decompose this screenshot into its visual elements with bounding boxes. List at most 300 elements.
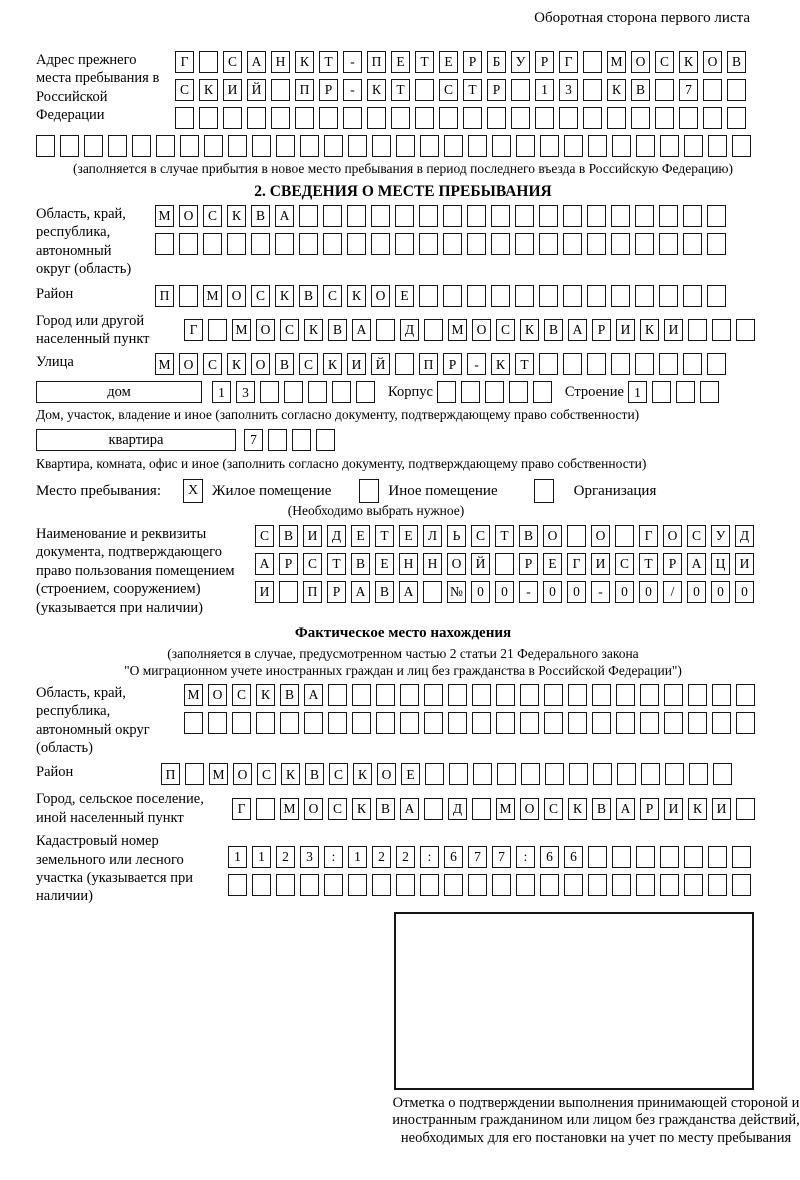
raion-label: Район xyxy=(36,285,74,302)
dom-box: дом xyxy=(36,381,202,403)
char-cell xyxy=(468,135,487,157)
char-cell: У xyxy=(711,525,730,547)
char-cell xyxy=(395,353,414,375)
char-cell: 7 xyxy=(468,846,487,868)
char-cell: О xyxy=(371,285,390,307)
char-cell: Т xyxy=(391,79,410,101)
char-cell xyxy=(615,525,634,547)
char-cell xyxy=(544,684,563,706)
char-cell: А xyxy=(275,205,294,227)
char-cell: 2 xyxy=(396,846,415,868)
char-cell: С xyxy=(203,353,222,375)
char-cell: О xyxy=(251,353,270,375)
kadastr-row-1 xyxy=(228,846,756,868)
char-cell: Т xyxy=(415,51,434,73)
char-cell xyxy=(564,135,583,157)
char-cell xyxy=(511,79,530,101)
char-cell: В xyxy=(280,684,299,706)
char-cell xyxy=(444,874,463,896)
char-cell xyxy=(400,712,419,734)
char-cell: Р xyxy=(663,553,682,575)
char-cell: 0 xyxy=(543,581,562,603)
char-cell: К xyxy=(491,353,510,375)
char-cell xyxy=(275,233,294,255)
char-cell: К xyxy=(607,79,626,101)
char-cell xyxy=(569,763,588,785)
char-cell xyxy=(208,319,227,341)
ulitsa-label: Улица xyxy=(36,354,74,371)
char-cell: Н xyxy=(399,553,418,575)
char-cell xyxy=(271,79,290,101)
char-cell: К xyxy=(367,79,386,101)
char-cell xyxy=(324,874,343,896)
char-cell xyxy=(228,135,247,157)
char-cell xyxy=(611,205,630,227)
char-cell: С xyxy=(280,319,299,341)
char-cell: К xyxy=(256,684,275,706)
char-cell xyxy=(84,135,103,157)
char-cell xyxy=(700,381,719,403)
char-cell: С xyxy=(544,798,563,820)
char-cell xyxy=(563,205,582,227)
char-cell xyxy=(491,205,510,227)
doc-row-3 xyxy=(255,581,759,603)
stamp-note: Отметка о подтверждении выполнения принимающей стороной и иностранным гражданином или лицом без гражданства действий, необходимых для его постановки на учет по месту пребывания xyxy=(392,1094,800,1147)
char-cell: Е xyxy=(391,51,410,73)
char-cell: Т xyxy=(639,553,658,575)
char-cell xyxy=(587,353,606,375)
char-cell xyxy=(635,205,654,227)
char-cell xyxy=(683,205,702,227)
kvartira-box: квартира xyxy=(36,429,236,451)
char-cell xyxy=(635,353,654,375)
prev-address-label: Адрес прежнего места пребывания в Российской Федерации xyxy=(36,52,160,124)
char-cell xyxy=(563,353,582,375)
raion-block xyxy=(36,285,770,307)
char-cell xyxy=(492,874,511,896)
char-cell xyxy=(199,107,218,129)
char-cell xyxy=(347,205,366,227)
char-cell xyxy=(304,712,323,734)
stroenie-cells xyxy=(628,381,724,403)
char-cell: 7 xyxy=(679,79,698,101)
kvartira-note: Квартира, комната, офис и иное (заполнить согласно документу, подтверждающему право собственности) xyxy=(36,456,647,472)
char-cell xyxy=(228,874,247,896)
char-cell xyxy=(36,135,55,157)
char-cell: Р xyxy=(535,51,554,73)
char-cell xyxy=(472,712,491,734)
char-cell xyxy=(588,874,607,896)
char-cell xyxy=(539,205,558,227)
char-cell xyxy=(703,107,722,129)
char-cell xyxy=(708,874,727,896)
char-cell: Т xyxy=(463,79,482,101)
char-cell: И xyxy=(712,798,731,820)
char-cell xyxy=(232,712,251,734)
mesto-block xyxy=(36,479,770,503)
char-cell: О xyxy=(447,553,466,575)
char-cell: 2 xyxy=(372,846,391,868)
char-cell xyxy=(324,135,343,157)
char-cell: Д xyxy=(735,525,754,547)
prev-address-block xyxy=(36,51,770,129)
char-cell xyxy=(636,874,655,896)
char-cell xyxy=(635,233,654,255)
prev-address-row-1 xyxy=(175,51,751,73)
char-cell xyxy=(423,581,442,603)
char-cell xyxy=(515,285,534,307)
char-cell: Е xyxy=(399,525,418,547)
char-cell: Т xyxy=(327,553,346,575)
char-cell xyxy=(439,107,458,129)
char-cell xyxy=(707,205,726,227)
char-cell: Д xyxy=(448,798,467,820)
char-cell xyxy=(544,712,563,734)
char-cell xyxy=(563,285,582,307)
char-cell xyxy=(299,233,318,255)
char-cell xyxy=(424,798,443,820)
char-cell xyxy=(587,233,606,255)
char-cell xyxy=(659,353,678,375)
char-cell xyxy=(568,712,587,734)
char-cell xyxy=(108,135,127,157)
char-cell: 0 xyxy=(711,581,730,603)
char-cell: О xyxy=(663,525,682,547)
char-cell: О xyxy=(208,684,227,706)
char-cell: В xyxy=(376,798,395,820)
char-cell xyxy=(539,353,558,375)
char-cell: Р xyxy=(279,553,298,575)
checkbox-org xyxy=(534,479,554,503)
char-cell xyxy=(448,684,467,706)
char-cell xyxy=(496,684,515,706)
char-cell xyxy=(587,205,606,227)
char-cell: П xyxy=(303,581,322,603)
char-cell: П xyxy=(419,353,438,375)
char-cell xyxy=(420,135,439,157)
char-cell xyxy=(539,285,558,307)
char-cell: 7 xyxy=(492,846,511,868)
char-cell: Ц xyxy=(711,553,730,575)
char-cell: - xyxy=(467,353,486,375)
kadastr-label: Кадастровый номер земельного или лесного участка (указывается при наличии) xyxy=(36,833,193,905)
char-cell xyxy=(736,319,755,341)
char-cell xyxy=(640,684,659,706)
dom-cells xyxy=(212,381,380,403)
char-cell xyxy=(472,684,491,706)
char-cell: В xyxy=(251,205,270,227)
gorod-label: Город или другой населенный пункт xyxy=(36,312,150,347)
char-cell: Ь xyxy=(447,525,466,547)
char-cell xyxy=(495,553,514,575)
char-cell xyxy=(713,763,732,785)
char-cell: 6 xyxy=(444,846,463,868)
char-cell: В xyxy=(519,525,538,547)
char-cell: С xyxy=(203,205,222,227)
char-cell xyxy=(419,233,438,255)
char-cell xyxy=(520,684,539,706)
option-org-label: Организация xyxy=(573,482,657,499)
kvartira-block xyxy=(36,429,770,451)
dom-block xyxy=(36,381,770,403)
char-cell xyxy=(425,763,444,785)
char-cell xyxy=(299,205,318,227)
char-cell: 3 xyxy=(559,79,578,101)
char-cell xyxy=(316,429,335,451)
char-cell: М xyxy=(448,319,467,341)
char-cell: 1 xyxy=(252,846,271,868)
char-cell: И xyxy=(664,798,683,820)
char-cell xyxy=(208,712,227,734)
char-cell: П xyxy=(295,79,314,101)
char-cell xyxy=(587,285,606,307)
char-cell xyxy=(279,581,298,603)
char-cell xyxy=(371,205,390,227)
char-cell: Г xyxy=(184,319,203,341)
char-cell: А xyxy=(568,319,587,341)
char-cell: М xyxy=(209,763,228,785)
char-cell xyxy=(655,107,674,129)
char-cell: Б xyxy=(487,51,506,73)
oblast-label: Область, край, республика, автономный округ (область) xyxy=(36,205,132,278)
char-cell xyxy=(463,107,482,129)
char-cell xyxy=(607,107,626,129)
char-cell: В xyxy=(351,553,370,575)
fact-oblast-row-2 xyxy=(184,712,760,734)
char-cell: С xyxy=(496,319,515,341)
char-cell: В xyxy=(328,319,347,341)
mesto-note: (Необходимо выбрать нужное) xyxy=(287,503,465,519)
oblast-block xyxy=(36,205,770,279)
char-cell: И xyxy=(616,319,635,341)
char-cell: О xyxy=(233,763,252,785)
char-cell: К xyxy=(323,353,342,375)
kadastr-row-2 xyxy=(228,874,756,896)
char-cell xyxy=(343,107,362,129)
char-cell xyxy=(652,381,671,403)
dom-note: Дом, участок, владение и иное (заполнить согласно документу, подтверждающему право собственности) xyxy=(36,407,640,423)
option-inoe-label: Иное помещение xyxy=(388,482,498,499)
char-cell xyxy=(631,107,650,129)
char-cell xyxy=(424,684,443,706)
char-cell xyxy=(155,233,174,255)
char-cell xyxy=(676,381,695,403)
char-cell: С xyxy=(439,79,458,101)
char-cell: С xyxy=(329,763,348,785)
char-cell xyxy=(252,135,271,157)
char-cell xyxy=(612,846,631,868)
char-cell: Р xyxy=(463,51,482,73)
char-cell xyxy=(567,525,586,547)
char-cell xyxy=(688,712,707,734)
char-cell: Г xyxy=(232,798,251,820)
char-cell: М xyxy=(203,285,222,307)
oblast-row-1 xyxy=(155,205,731,227)
char-cell: К xyxy=(520,319,539,341)
char-cell xyxy=(256,798,275,820)
korpus-cells xyxy=(437,381,557,403)
char-cell xyxy=(611,233,630,255)
char-cell: М xyxy=(232,319,251,341)
char-cell xyxy=(683,233,702,255)
char-cell xyxy=(712,712,731,734)
char-cell xyxy=(472,798,491,820)
prev-address-note: (заполняется в случае прибытия в новое место пребывания в период последнего въезда в Российскую Федерацию) xyxy=(72,161,734,176)
char-cell: Р xyxy=(319,79,338,101)
char-cell: Л xyxy=(423,525,442,547)
char-cell: / xyxy=(663,581,682,603)
char-cell: Т xyxy=(495,525,514,547)
char-cell xyxy=(328,684,347,706)
char-cell xyxy=(521,763,540,785)
char-cell xyxy=(400,684,419,706)
char-cell xyxy=(376,712,395,734)
char-cell xyxy=(636,846,655,868)
char-cell xyxy=(611,285,630,307)
char-cell xyxy=(559,107,578,129)
char-cell xyxy=(636,135,655,157)
char-cell xyxy=(533,381,552,403)
char-cell xyxy=(703,79,722,101)
doc-block xyxy=(36,525,770,617)
char-cell xyxy=(372,874,391,896)
char-cell xyxy=(563,233,582,255)
char-cell xyxy=(204,135,223,157)
char-cell xyxy=(292,429,311,451)
char-cell xyxy=(707,233,726,255)
char-cell: 0 xyxy=(615,581,634,603)
char-cell xyxy=(395,205,414,227)
char-cell: Р xyxy=(592,319,611,341)
char-cell xyxy=(688,319,707,341)
char-cell xyxy=(396,135,415,157)
char-cell: О xyxy=(256,319,275,341)
char-cell xyxy=(564,874,583,896)
char-cell xyxy=(395,233,414,255)
doc-row-2 xyxy=(255,553,759,575)
char-cell xyxy=(227,233,246,255)
char-cell xyxy=(679,107,698,129)
char-cell: - xyxy=(343,51,362,73)
char-cell: Е xyxy=(351,525,370,547)
char-cell xyxy=(611,353,630,375)
char-cell xyxy=(635,285,654,307)
char-cell: М xyxy=(496,798,515,820)
char-cell xyxy=(437,381,456,403)
char-cell xyxy=(415,79,434,101)
char-cell: 3 xyxy=(236,381,255,403)
char-cell: С xyxy=(232,684,251,706)
kadastr-block xyxy=(36,832,770,906)
fact-note-line2: "О миграционном учете иностранных граждан и лиц без гражданства в Российской Федерации") xyxy=(124,662,682,678)
char-cell: 0 xyxy=(471,581,490,603)
char-cell: А xyxy=(687,553,706,575)
char-cell xyxy=(179,233,198,255)
char-cell: С xyxy=(687,525,706,547)
char-cell xyxy=(276,874,295,896)
char-cell: М xyxy=(184,684,203,706)
char-cell xyxy=(391,107,410,129)
char-cell: 1 xyxy=(228,846,247,868)
char-cell: А xyxy=(247,51,266,73)
char-cell: П xyxy=(161,763,180,785)
char-cell: - xyxy=(591,581,610,603)
char-cell: - xyxy=(343,79,362,101)
prev-address-row-3 xyxy=(175,107,751,129)
char-cell: С xyxy=(175,79,194,101)
char-cell: В xyxy=(305,763,324,785)
char-cell: О xyxy=(543,525,562,547)
char-cell xyxy=(684,874,703,896)
gorod-row xyxy=(184,319,760,341)
char-cell: К xyxy=(347,285,366,307)
char-cell xyxy=(487,107,506,129)
char-cell xyxy=(132,135,151,157)
char-cell xyxy=(424,712,443,734)
char-cell xyxy=(348,874,367,896)
char-cell: Д xyxy=(400,319,419,341)
char-cell xyxy=(707,285,726,307)
ulitsa-block xyxy=(36,353,770,375)
char-cell: 3 xyxy=(300,846,319,868)
char-cell xyxy=(583,79,602,101)
fact-raion-label: Район xyxy=(36,764,74,781)
char-cell: 0 xyxy=(495,581,514,603)
char-cell: Н xyxy=(271,51,290,73)
char-cell xyxy=(583,107,602,129)
char-cell xyxy=(252,874,271,896)
char-cell xyxy=(467,205,486,227)
char-cell xyxy=(540,135,559,157)
char-cell: К xyxy=(275,285,294,307)
char-cell xyxy=(736,684,755,706)
korpus-label: Корпус xyxy=(388,384,433,401)
char-cell xyxy=(203,233,222,255)
char-cell xyxy=(180,135,199,157)
char-cell xyxy=(328,712,347,734)
char-cell xyxy=(415,107,434,129)
char-cell: А xyxy=(352,319,371,341)
char-cell xyxy=(443,233,462,255)
char-cell: О xyxy=(179,205,198,227)
char-cell xyxy=(376,684,395,706)
prev-address-row-2 xyxy=(175,79,751,101)
char-cell xyxy=(568,684,587,706)
char-cell xyxy=(352,712,371,734)
char-cell: К xyxy=(199,79,218,101)
char-cell xyxy=(612,135,631,157)
char-cell: 6 xyxy=(540,846,559,868)
char-cell: П xyxy=(367,51,386,73)
char-cell: В xyxy=(299,285,318,307)
char-cell xyxy=(485,381,504,403)
char-cell xyxy=(515,233,534,255)
char-cell xyxy=(467,285,486,307)
fact-gorod-label: Город, сельское поселение, иной населенный пункт xyxy=(36,791,204,826)
char-cell: И xyxy=(303,525,322,547)
char-cell xyxy=(684,846,703,868)
char-cell xyxy=(664,684,683,706)
char-cell xyxy=(179,285,198,307)
char-cell: № xyxy=(447,581,466,603)
fact-gorod-block xyxy=(36,790,770,827)
char-cell xyxy=(712,319,731,341)
char-cell: С xyxy=(303,553,322,575)
char-cell: О xyxy=(703,51,722,73)
char-cell xyxy=(539,233,558,255)
char-cell: 1 xyxy=(628,381,647,403)
char-cell xyxy=(443,205,462,227)
